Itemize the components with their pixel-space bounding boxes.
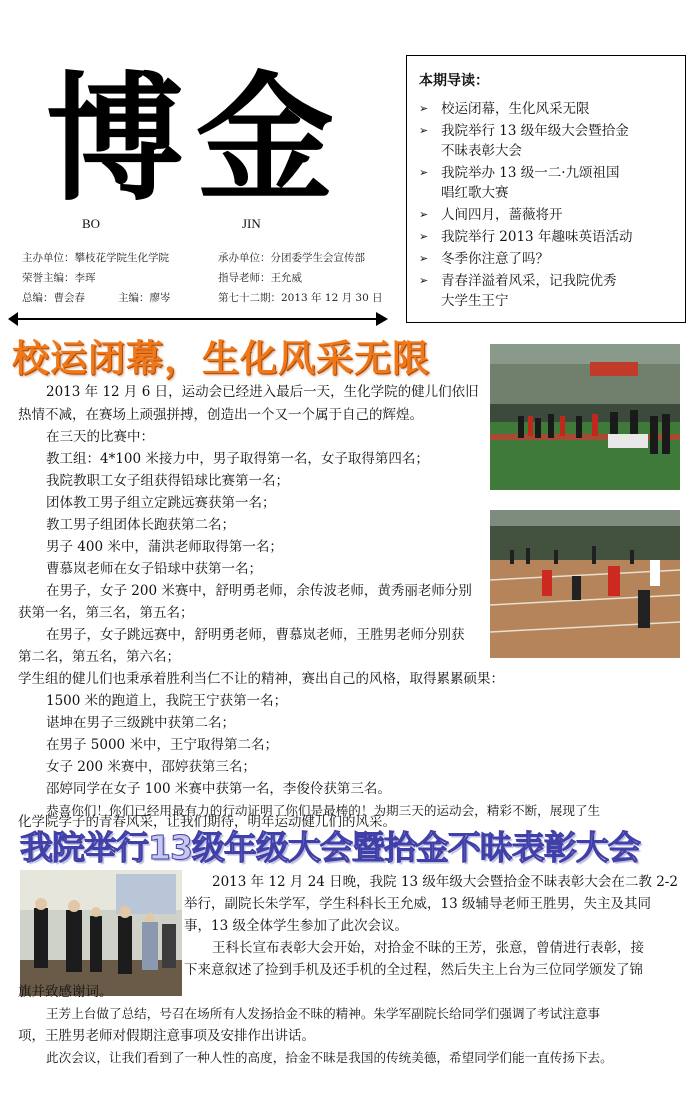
masthead-roman-jin: JIN xyxy=(242,216,261,231)
bullet-icon: ➢ xyxy=(419,274,429,287)
toc-item[interactable]: ➢ 我院举行 2013 年趣味英语活动 xyxy=(419,229,633,245)
info-issue: 第七十二期：2013 年 12 月 30 日 xyxy=(218,292,383,304)
toc-item-continuation: 大学生王宁 xyxy=(441,293,509,309)
bullet-icon: ➢ xyxy=(419,166,429,179)
info-advisor: 指导老师：王允威 xyxy=(218,272,302,284)
article2-line: 事，13 级全体学生参加了此次会议。 xyxy=(184,918,408,934)
article2-line: 王芳上台做了总结，号召在场所有人发扬拾金不昧的精神。朱学军副院长给同学们强调了考试注意事 xyxy=(46,1006,601,1021)
masthead-char-jin: 金 xyxy=(196,57,335,220)
toc-item[interactable]: ➢ 我院举行 13 级年级大会暨拾金 xyxy=(419,123,629,139)
info-chief-editor: 总编：曹会春 xyxy=(22,292,85,304)
track-race-photo xyxy=(490,510,680,658)
bullet-icon: ➢ xyxy=(419,124,429,137)
bullet-icon: ➢ xyxy=(419,252,429,265)
article1-line: 获第一名，第三名，第五名； xyxy=(18,605,194,621)
article1-line: 谌坤在男子三级跳中获第二名； xyxy=(46,715,235,731)
toc-item-continuation: 唱红歌大赛 xyxy=(441,185,509,201)
article1-line: 曹慕岚老师在女子铅球中获第一名； xyxy=(46,561,262,577)
bullet-icon: ➢ xyxy=(419,102,429,115)
toc-title: 本期导读： xyxy=(419,73,489,89)
toc-item-continuation: 不昧表彰大会 xyxy=(441,143,522,159)
stadium-ceremony-photo xyxy=(490,344,680,490)
info-sponsor: 主办单位：攀枝花学院生化学院 xyxy=(22,252,169,264)
info-organizer: 承办单位：分团委学生会宣传部 xyxy=(218,252,365,264)
article2-line: 旗并致感谢词。 xyxy=(18,984,113,1000)
article1-headline: 校运闭幕，生化风采无限 xyxy=(12,337,430,380)
bullet-icon: ➢ xyxy=(419,208,429,221)
article1-line: 学生组的健儿们也秉承着胜利当仁不让的精神，赛出自己的风格，取得累累硕果： xyxy=(18,671,504,687)
arrow-right-icon xyxy=(376,312,388,326)
article1-line: 1500 米的跑道上，我院王宁获第一名； xyxy=(46,693,288,709)
article1-line: 教工男子组团体长跑获第二名； xyxy=(46,517,235,533)
article2-headline: 我院举行13级年级大会暨拾金不昧表彰大会 xyxy=(20,828,640,867)
article2-line: 项，王胜男老师对假期注意事项及安排作出讲话。 xyxy=(18,1028,315,1044)
article1-line: 在男子，女子 200 米赛中，舒明勇老师，余传波老师，黄秀丽老师分别 xyxy=(46,583,472,599)
article2-line: 举行，副院长朱学军，学生科科长王允威，13 级辅导老师王胜男，失主及其同 xyxy=(184,896,651,912)
article1-line: 教工组：4*100 米接力中，男子取得第一名，女子取得第四名； xyxy=(46,451,429,467)
toc-item[interactable]: ➢ 人间四月，蔷薇将开 xyxy=(419,207,563,223)
article2-line: 此次会议，让我们看到了一种人性的高度，拾金不昧是我国的传统美德，希望同学们能一直传扬下去。 xyxy=(46,1050,613,1065)
article1-line: 在三天的比赛中： xyxy=(46,429,154,445)
toc-item[interactable]: ➢ 校运闭幕，生化风采无限 xyxy=(419,101,590,117)
article1-line: 2013 年 12 月 6 日，运动会已经进入最后一天，生化学院的健儿们依旧 xyxy=(46,384,479,400)
article2-line: 王科长宣布表彰大会开始，对拾金不昧的王芳，张意，曾倩进行表彰，接 xyxy=(212,940,644,956)
bullet-icon: ➢ xyxy=(419,230,429,243)
divider-line xyxy=(14,318,376,320)
meeting-photo xyxy=(20,870,182,996)
article1-line: 女子 200 米赛中，邵婷获第三名； xyxy=(46,759,256,775)
info-honorary-editor: 荣誉主编：李珲 xyxy=(22,272,96,284)
toc-item[interactable]: ➢ 青春洋溢着风采，记我院优秀 xyxy=(419,273,617,289)
article1-line: 我院教职工女子组获得铅球比赛第一名； xyxy=(46,473,289,489)
article1-line: 在男子 5000 米中，王宁取得第二名； xyxy=(46,737,278,753)
info-editor: 主编：廖岑 xyxy=(118,292,171,304)
article1-line: 团体教工男子组立定跳远赛获第一名； xyxy=(46,495,276,511)
article1-line: 热情不减，在赛场上顽强拼搏，创造出一个又一个属于自己的辉煌。 xyxy=(18,407,423,423)
article1-line: 恭喜你们！你们已经用最有力的行动证明了你们是最棒的！为期三天的运动会，精彩不断，展现了生 xyxy=(46,803,601,818)
article1-line: 邵婷同学在女子 100 米赛中获第一名，李俊伶获第三名。 xyxy=(46,781,391,797)
article2-line: 下来意叙述了捡到手机及还手机的全过程，然后失主上台为三位同学颁发了锦 xyxy=(184,962,643,978)
masthead-roman-bo: BO xyxy=(82,216,101,231)
toc-item[interactable]: ➢ 冬季你注意了吗？ xyxy=(419,251,549,267)
masthead-char-bo: 博 xyxy=(46,57,185,220)
article1-line: 男子 400 米中，蒲洪老师取得第一名； xyxy=(46,539,283,555)
article1-line: 第二名，第五名，第六名； xyxy=(18,649,180,665)
toc-box xyxy=(406,55,686,323)
article1-line: 化学院学子的青春风采，让我们期待，明年运动健儿们的风采。 xyxy=(18,814,396,830)
article2-line: 2013 年 12 月 24 日晚，我院 13 级年级大会暨拾金不昧表彰大会在二教 2-2 xyxy=(212,874,678,890)
toc-item[interactable]: ➢ 我院举办 13 级一二·九颂祖国 xyxy=(419,165,620,181)
article1-line: 在男子，女子跳远赛中，舒明勇老师，曹慕岚老师，王胜男老师分别获 xyxy=(46,627,465,643)
